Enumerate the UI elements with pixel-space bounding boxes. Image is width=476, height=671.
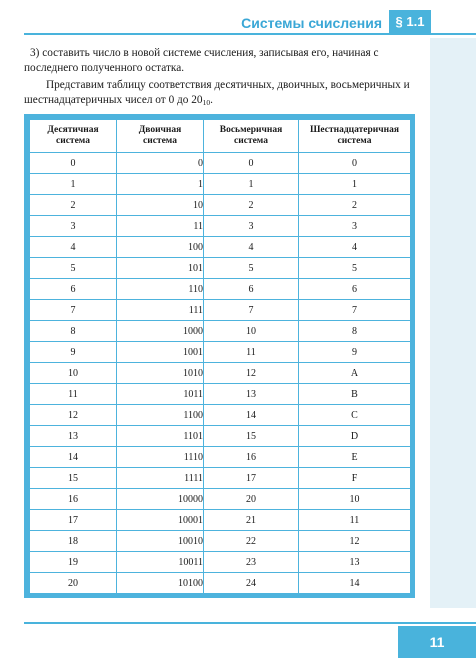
cell-hex: 4 [299, 237, 411, 258]
cell-octal: 16 [204, 447, 299, 468]
cell-octal: 23 [204, 552, 299, 573]
cell-hex: 13 [299, 552, 411, 573]
table-row [30, 531, 411, 552]
header-octal: Восьмеричная система [204, 120, 299, 153]
cell-octal: 20 [204, 489, 299, 510]
header-hexadecimal: Шестнадцатеричная система [299, 120, 411, 153]
cell-decimal: 13 [30, 426, 117, 447]
cell-hex: 3 [299, 216, 411, 237]
cell-binary: 1010 [117, 363, 204, 384]
base-subscript: 10 [202, 97, 211, 107]
cell-decimal: 0 [30, 153, 117, 174]
cell-decimal: 6 [30, 279, 117, 300]
cell-hex: 14 [299, 573, 411, 594]
cell-binary: 10000 [117, 489, 204, 510]
paragraph-table-intro [24, 78, 414, 108]
cell-decimal: 16 [30, 489, 117, 510]
cell-hex: 2 [299, 195, 411, 216]
cell-octal: 13 [204, 384, 299, 405]
cell-octal: 22 [204, 531, 299, 552]
chapter-title: Системы счисления [241, 15, 382, 31]
cell-decimal: 7 [30, 300, 117, 321]
cell-decimal: 9 [30, 342, 117, 363]
cell-hex: 11 [299, 510, 411, 531]
cell-decimal: 11 [30, 384, 117, 405]
cell-binary: 10 [117, 195, 204, 216]
table-row [30, 300, 411, 321]
cell-decimal: 3 [30, 216, 117, 237]
cell-hex: 0 [299, 153, 411, 174]
cell-binary: 1111 [117, 468, 204, 489]
cell-octal: 24 [204, 573, 299, 594]
cell-binary: 1100 [117, 405, 204, 426]
cell-octal: 2 [204, 195, 299, 216]
cell-hex: 12 [299, 531, 411, 552]
cell-hex: 6 [299, 279, 411, 300]
table-row [30, 447, 411, 468]
cell-hex: 10 [299, 489, 411, 510]
paragraph-table-intro-text: Представим таблицу соответствия десятичных, двоичных, восьмеричных и шестнадцатеричных чисел от 0 до 20 [24, 79, 410, 106]
paragraph-step-3: 3) составить число в новой системе счисления, записывая его, начиная с последнего полученного остатка. [24, 47, 379, 74]
cell-octal: 5 [204, 258, 299, 279]
table-row [30, 384, 411, 405]
table-row [30, 174, 411, 195]
cell-octal: 3 [204, 216, 299, 237]
cell-decimal: 19 [30, 552, 117, 573]
table-row [30, 510, 411, 531]
header-binary: Двоичная система [117, 120, 204, 153]
cell-decimal: 4 [30, 237, 117, 258]
cell-hex: B [299, 384, 411, 405]
cell-hex: 8 [299, 321, 411, 342]
table-row [30, 468, 411, 489]
number-systems-table-frame [24, 114, 415, 598]
cell-decimal: 1 [30, 174, 117, 195]
cell-decimal: 14 [30, 447, 117, 468]
cell-binary: 10011 [117, 552, 204, 573]
table-row [30, 426, 411, 447]
cell-octal: 4 [204, 237, 299, 258]
cell-decimal: 15 [30, 468, 117, 489]
table-header-row [30, 120, 411, 153]
cell-hex: F [299, 468, 411, 489]
footer-rule [24, 622, 476, 624]
table-row [30, 279, 411, 300]
cell-binary: 1011 [117, 384, 204, 405]
cell-hex: A [299, 363, 411, 384]
cell-binary: 0 [117, 153, 204, 174]
cell-binary: 1101 [117, 426, 204, 447]
cell-binary: 10001 [117, 510, 204, 531]
cell-hex: 7 [299, 300, 411, 321]
cell-octal: 15 [204, 426, 299, 447]
table-row [30, 552, 411, 573]
header-rule [24, 33, 476, 35]
cell-octal: 6 [204, 279, 299, 300]
paragraph-period: . [210, 93, 213, 106]
cell-decimal: 20 [30, 573, 117, 594]
cell-octal: 10 [204, 321, 299, 342]
cell-hex: C [299, 405, 411, 426]
cell-binary: 110 [117, 279, 204, 300]
cell-decimal: 12 [30, 405, 117, 426]
cell-octal: 17 [204, 468, 299, 489]
cell-binary: 1001 [117, 342, 204, 363]
cell-octal: 12 [204, 363, 299, 384]
cell-hex: 1 [299, 174, 411, 195]
cell-octal: 21 [204, 510, 299, 531]
cell-binary: 100 [117, 237, 204, 258]
cell-decimal: 2 [30, 195, 117, 216]
cell-binary: 1110 [117, 447, 204, 468]
number-systems-table [29, 119, 411, 594]
cell-binary: 10010 [117, 531, 204, 552]
table-row [30, 573, 411, 594]
table-row [30, 489, 411, 510]
cell-decimal: 5 [30, 258, 117, 279]
cell-decimal: 8 [30, 321, 117, 342]
cell-decimal: 17 [30, 510, 117, 531]
table-row [30, 405, 411, 426]
cell-hex: 5 [299, 258, 411, 279]
cell-hex: 9 [299, 342, 411, 363]
table-row [30, 216, 411, 237]
cell-binary: 1 [117, 174, 204, 195]
table-row [30, 195, 411, 216]
cell-binary: 111 [117, 300, 204, 321]
page-number: 11 [398, 626, 476, 658]
table-row [30, 342, 411, 363]
cell-hex: E [299, 447, 411, 468]
table-row [30, 237, 411, 258]
cell-binary: 11 [117, 216, 204, 237]
cell-decimal: 10 [30, 363, 117, 384]
cell-octal: 14 [204, 405, 299, 426]
cell-octal: 0 [204, 153, 299, 174]
cell-binary: 1000 [117, 321, 204, 342]
cell-binary: 101 [117, 258, 204, 279]
cell-binary: 10100 [117, 573, 204, 594]
cell-decimal: 18 [30, 531, 117, 552]
cell-hex: D [299, 426, 411, 447]
table-row [30, 153, 411, 174]
cell-octal: 7 [204, 300, 299, 321]
header-decimal: Десятичная система [30, 120, 117, 153]
section-badge: § 1.1 [389, 10, 431, 34]
table-row [30, 258, 411, 279]
table-row [30, 363, 411, 384]
cell-octal: 11 [204, 342, 299, 363]
cell-octal: 1 [204, 174, 299, 195]
table-row [30, 321, 411, 342]
side-margin-band [430, 38, 476, 608]
